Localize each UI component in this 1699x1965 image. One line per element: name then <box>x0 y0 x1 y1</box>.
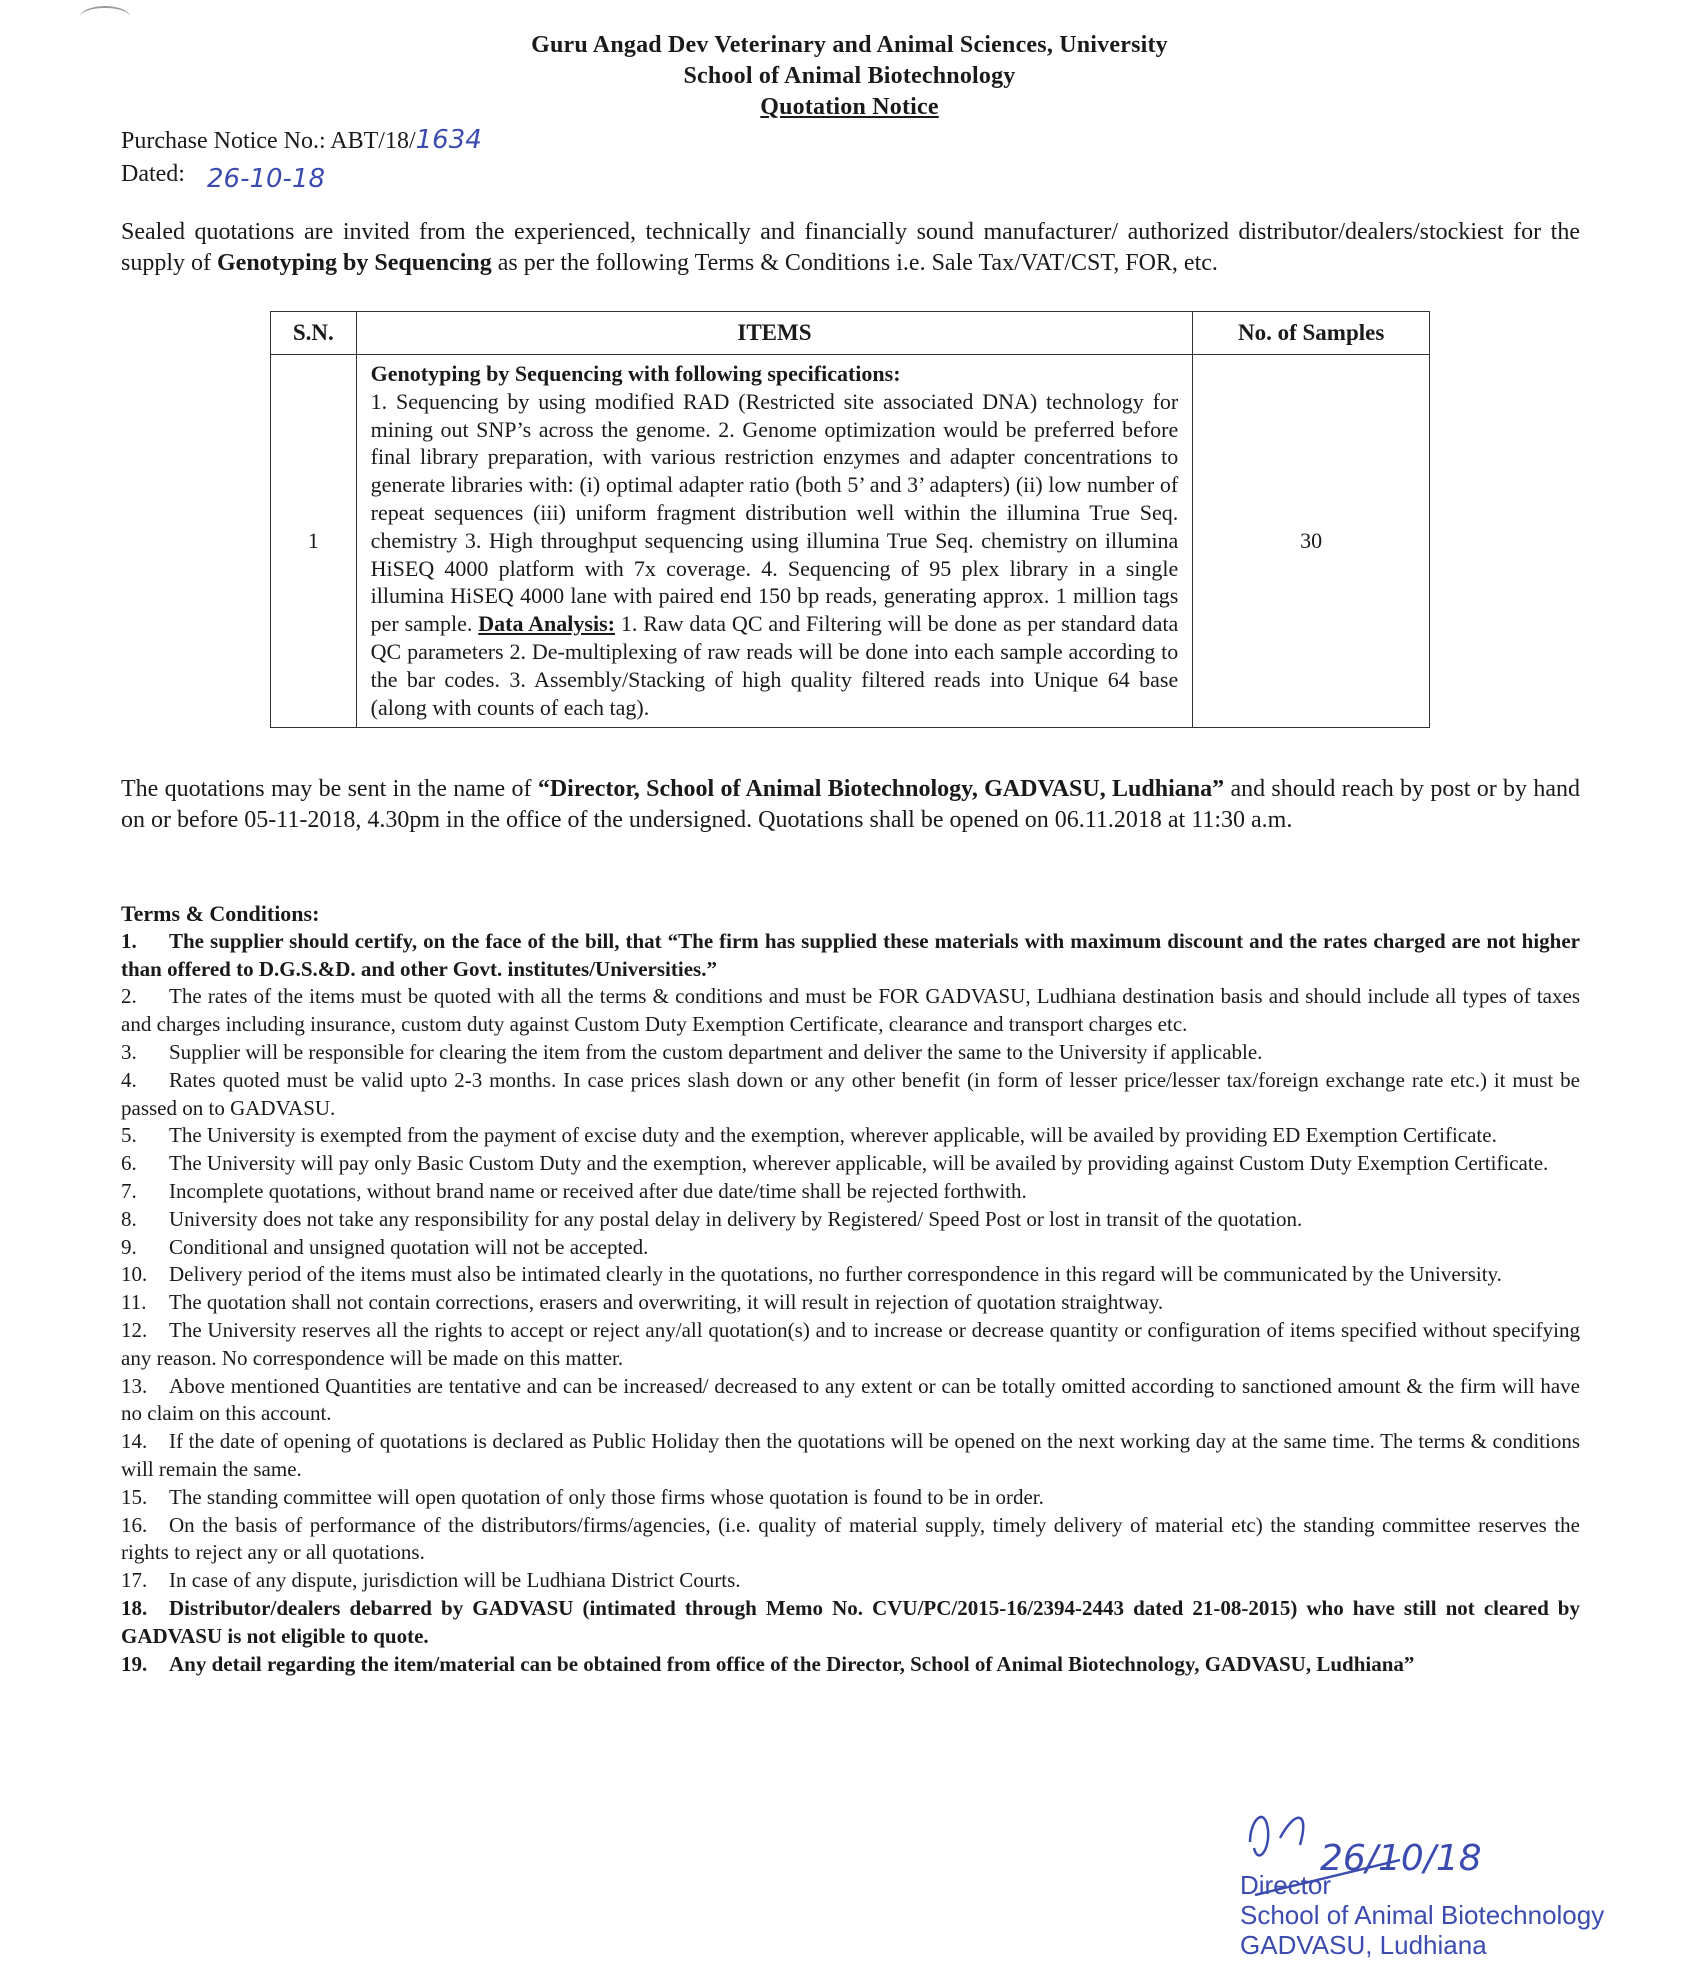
items-table <box>270 311 1430 728</box>
intro-text-before: Sealed quotations are invited from the experienced, technically and financially sound manufacturer/ authorized distributor/dealers/stockiest for the supply of <box>121 219 1580 276</box>
closing-addressee: “Director, School of Animal Biotechnology, GADVASU, Ludhiana” <box>537 776 1225 802</box>
closing-text-after: and should reach by post or by hand on or before 05-11-2018, 4.30pm in the office of the undersigned. Quotations shall be opened on 06.11.2018 at 11:30 a.m. <box>121 776 1580 833</box>
term-item: 3. Supplier will be responsible for clearing the item from the custom department and deliver the same to the University if applicable. <box>121 1039 1263 1064</box>
stamp-line: Director <box>1240 1870 1332 1900</box>
row-sn: 1 <box>271 355 357 728</box>
purchase-number-handwritten: 1634 <box>415 125 482 155</box>
stamp-line: GADVASU, Ludhiana <box>1240 1930 1487 1960</box>
table-row <box>271 355 1430 728</box>
terms-title: Terms & Conditions: <box>121 901 320 926</box>
term-item: 12. The University reserves all the rights to accept or reject any/all quotation(s) and to increase or decrease quantity or configuration of items specified without specifying any reason. No correspondence will be made on this matter. <box>121 1317 1580 1370</box>
official-stamp <box>1240 1870 1604 1960</box>
term-item: 1. The supplier should certify, on the face of the bill, that “The firm has supplied these materials with maximum discount and the rates charged are not higher than offered to D.G.S.&D. and other Govt. institutes/Universities.” <box>121 928 1580 981</box>
row-item-description <box>356 355 1193 728</box>
closing-text-before: The quotations may be sent in the name of <box>121 776 538 802</box>
notice-title: Quotation Notice <box>760 94 939 120</box>
term-item: 13. Above mentioned Quantities are tentative and can be increased/ decreased to any extent or can be totally omitted according to sanctioned amount & the firm will have no claim on this account. <box>121 1373 1580 1426</box>
notice-meta <box>121 124 482 194</box>
school-name: School of Animal Biotechnology <box>683 63 1016 89</box>
item-heading: Genotyping by Sequencing with following specifications: <box>370 361 901 386</box>
dated-label: Dated: <box>121 161 185 187</box>
item-spec: 1. Sequencing by using modified RAD (Restricted site associated DNA) technology for mining out SNP’s across the genome. 2. Genome optimization would be preferred before final library preparation, with various restriction enzymes and adapter concentrations to generate libraries with: (i) optimal adapter ratio (both 5’ and 3’ adapters) (ii) low number of repeat sequences (iii) uniform fragment distribution well within the illumina True Seq. chemistry 3. High throughput sequencing using illumina True Seq. chemistry on illumina HiSEQ 4000 platform with 7x coverage. 4. Sequencing of 95 plex library in a single illumina HiSEQ 4000 lane with paired end 150 bp reads, generating approx. 1 million tags per sample. <box>370 388 1179 637</box>
header-sn: S.N. <box>271 312 357 355</box>
term-item: 5. The University is exempted from the payment of excise duty and the exemption, wherever applicable, will be availed by providing ED Exemption Certificate. <box>121 1123 1497 1148</box>
data-analysis-text: 1. Raw data QC and Filtering will be done as per standard data QC parameters 2. De-multiplexing of raw reads will be done into each sample according to the bar codes. 3. Assembly/Stacking of high quality filtered reads into Unique 64 base (along with counts of each tag). <box>370 611 1179 720</box>
intro-item-name: Genotyping by Sequencing <box>217 250 492 276</box>
term-item: 6. The University will pay only Basic Custom Duty and the exemption, wherever applicable, will be availed by providing against Custom Duty Exemption Certificate. <box>121 1151 1549 1176</box>
table-header-row <box>271 312 1430 355</box>
document-header <box>0 30 1699 123</box>
term-item: 18. Distributor/dealers debarred by GADVASU (intimated through Memo No. CVU/PC/2015-16/2394-2443 dated 21-08-2015) who have still not cleared by GADVASU is not eligible to quote. <box>121 1595 1580 1648</box>
term-item: 16. On the basis of performance of the distributors/firms/agencies, (i.e. quality of material supply, timely delivery of material etc) the standing committee reserves the rights to reject any or all quotations. <box>121 1512 1580 1565</box>
university-name: Guru Angad Dev Veterinary and Animal Sciences, University <box>531 32 1168 58</box>
term-item: 15. The standing committee will open quotation of only those firms whose quotation is found to be in order. <box>121 1484 1044 1509</box>
terms-section <box>121 900 1580 1678</box>
corner-mark <box>80 6 130 28</box>
term-item: 14. If the date of opening of quotations is declared as Public Holiday then the quotations will be opened on the next working day at the same time. The terms & conditions will remain the same. <box>121 1429 1580 1481</box>
closing-paragraph <box>121 774 1580 836</box>
signature-date: 26/10/18 <box>1320 1838 1482 1879</box>
signature-block <box>1210 1790 1610 1960</box>
term-item: 9. Conditional and unsigned quotation will not be accepted. <box>121 1234 649 1259</box>
term-item: 2. The rates of the items must be quoted with all the terms & conditions and must be FOR GADVASU, Ludhiana destination basis and should include all types of taxes and charges including insurance, custom duty against Custom Duty Exemption Certificate, clearance and transport charges etc. <box>121 984 1580 1037</box>
intro-paragraph <box>121 217 1580 279</box>
row-samples: 30 <box>1193 355 1430 728</box>
dated-handwritten: 26-10-18 <box>206 164 325 194</box>
term-item: 17. In case of any dispute, jurisdiction will be Ludhiana District Courts. <box>121 1568 741 1593</box>
dated-line <box>121 157 482 194</box>
term-item: 10. Delivery period of the items must also be intimated clearly in the quotations, no further correspondence in this regard will be communicated by the University. <box>121 1262 1502 1287</box>
purchase-notice-label: Purchase Notice No.: ABT/18/ <box>121 128 416 154</box>
header-samples: No. of Samples <box>1193 312 1430 355</box>
term-item: 19. Any detail regarding the item/material can be obtained from office of the Director, School of Animal Biotechnology, GADVASU, Ludhiana” <box>121 1651 1415 1676</box>
term-item: 11. The quotation shall not contain corrections, erasers and overwriting, it will result in rejection of quotation straightway. <box>121 1290 1164 1315</box>
term-item: 4. Rates quoted must be valid upto 2-3 months. In case prices slash down or any other benefit (in form of lesser price/lesser tax/foreign exchange rate etc.) it must be passed on to GADVASU. <box>121 1067 1580 1120</box>
header-items: ITEMS <box>356 312 1193 355</box>
data-analysis-label: Data Analysis: <box>478 611 615 637</box>
term-item: 8. University does not take any responsibility for any postal delay in delivery by Registered/ Speed Post or lost in transit of the quotation. <box>121 1206 1303 1231</box>
purchase-notice-line <box>121 124 482 157</box>
intro-text-after: as per the following Terms & Conditions i.e. Sale Tax/VAT/CST, FOR, etc. <box>491 250 1218 276</box>
stamp-line: School of Animal Biotechnology <box>1240 1900 1605 1930</box>
term-item: 7. Incomplete quotations, without brand name or received after due date/time shall be rejected forthwith. <box>121 1178 1027 1203</box>
